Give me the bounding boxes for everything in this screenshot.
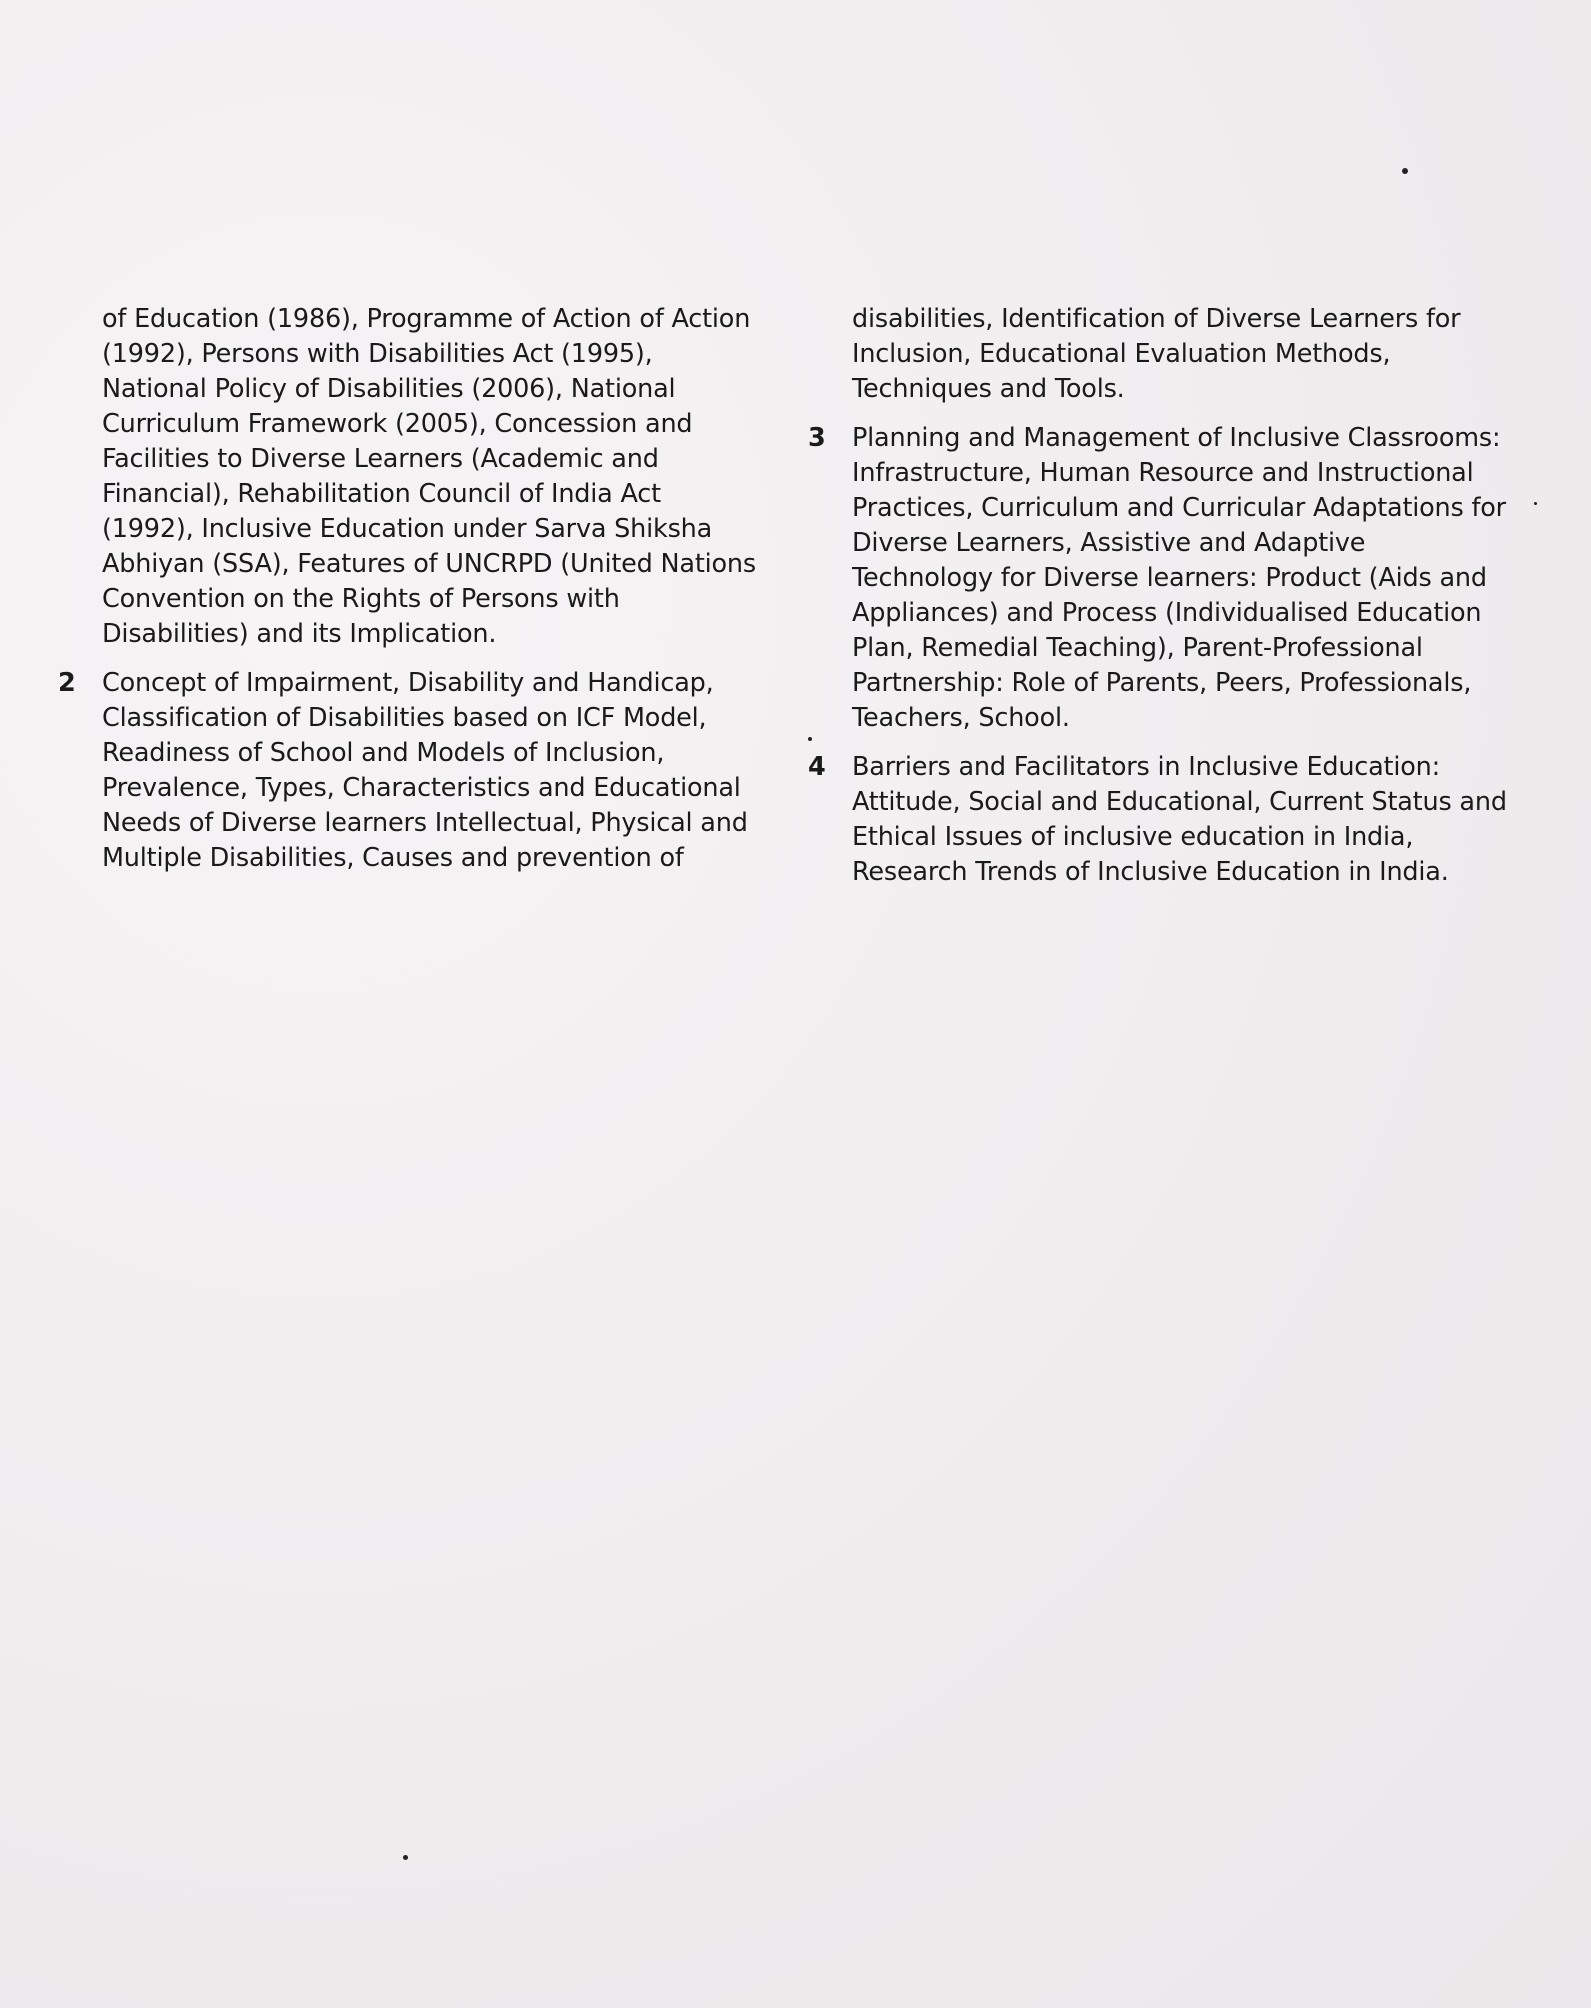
speck-mark: [1534, 502, 1537, 505]
list-item: [58, 302, 758, 652]
item-text: Planning and Management of Inclusive Classrooms: Infrastructure, Human Resource and Instructional Practices, Curriculum and Curricular Adaptations for Diverse Learners, Assistive and Adaptive Technology for Diverse learners: Product (Aids and Appliances) and Process (Individualised Education Plan, Remedial Teaching), Parent-Professional Partnership: Role of Parents, Peers, Professionals, Teachers, School.: [852, 423, 1506, 733]
left-column: [58, 302, 758, 890]
item-text: Barriers and Facilitators in Inclusive Education: Attitude, Social and Educational, Current Status and Ethical Issues of inclusive education in India, Research Trends of Inclusive Education in India.: [852, 752, 1507, 887]
list-item: [808, 302, 1508, 407]
speck-mark: [1402, 168, 1408, 174]
list-item: [808, 421, 1508, 736]
item-number: 2: [58, 668, 76, 698]
speck-mark: [403, 1855, 408, 1860]
speck-mark: [808, 737, 812, 741]
item-text: Concept of Impairment, Disability and Handicap, Classification of Disabilities based on ICF Model, Readiness of School and Models of Inclusion, Prevalence, Types, Characteristics and Educational Needs of Diverse learners Intellectual, Physical and Multiple Disabilities, Causes and prevention of: [102, 668, 748, 873]
item-number: 3: [808, 423, 826, 453]
item-number: 4: [808, 752, 826, 782]
list-item: [808, 750, 1508, 890]
list-item: [58, 666, 758, 876]
item-text: of Education (1986), Programme of Action of Action (1992), Persons with Disabilities Act (1995), National Policy of Disabilities (2006), National Curriculum Framework (2005), Concession and Facilities to Diverse Learners (Academic and Financial), Rehabilitation Council of India Act (1992), Inclusive Education under Sarva Shiksha Abhiyan (SSA), Features of UNCRPD (United Nations Convention on the Rights of Persons with Disabilities) and its Implication.: [102, 304, 756, 649]
item-text: disabilities, Identification of Diverse Learners for Inclusion, Educational Evaluation Methods, Techniques and Tools.: [852, 304, 1461, 404]
right-column: [808, 302, 1508, 904]
